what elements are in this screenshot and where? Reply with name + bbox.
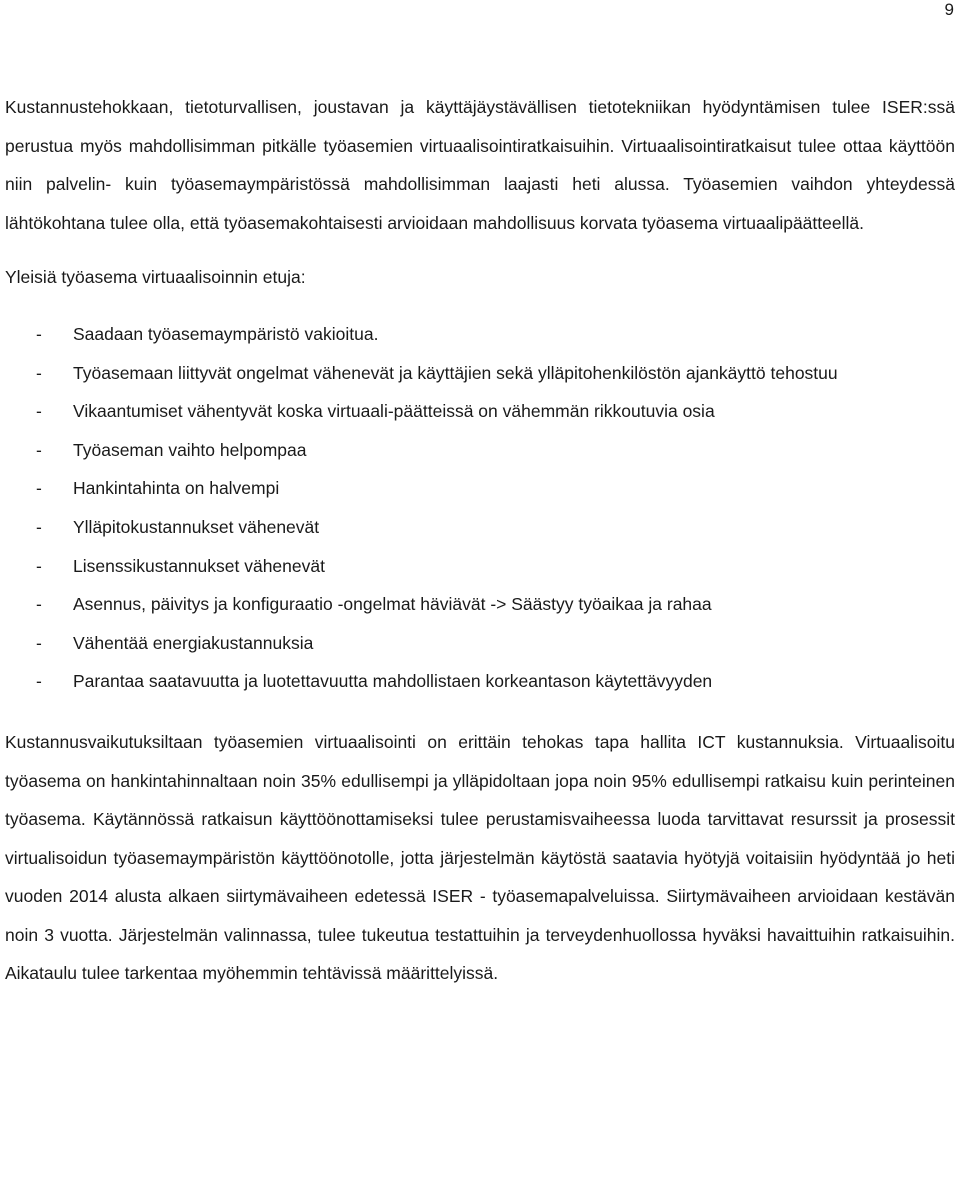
- list-item: [5, 585, 955, 624]
- bullet-dash: -: [36, 439, 42, 460]
- list-item: [5, 662, 955, 701]
- list-item-text: Ylläpitokustannukset vähenevät: [73, 516, 320, 537]
- list-item-text: Asennus, päivitys ja konfiguraatio -ongelmat häviävät -> Säästyy työaikaa ja rahaa: [73, 594, 712, 615]
- list-item: [5, 354, 955, 393]
- list-item-text: Työasemaan liittyvät ongelmat vähenevät ja käyttäjien sekä ylläpitohenkilöstön ajankäyttö tehostuu: [73, 362, 838, 383]
- benefits-heading: Yleisiä työasema virtuaalisoinnin etuja:: [5, 267, 306, 288]
- benefits-list: [5, 315, 955, 701]
- intro-paragraph: Kustannustehokkaan, tietoturvallisen, joustavan ja käyttäjäystävällisen tietotekniikan hyödyntämisen tulee ISER:ssä perustua myös mahdollisimman pitkälle työasemien virtuaalisointiratkaisuihin. Virtuaalisointiratkaisut tulee ottaa käyttöön niin palvelin- kuin työasemaympäristössä mahdollisimman laajasti heti alussa. Työasemien vaihdon yhteydessä lähtökohtana tulee olla, että työasemakohtaisesti arvioidaan mahdollisuus korvata työasema virtuaalipäätteellä.: [5, 97, 955, 233]
- page-number: 9: [944, 0, 954, 19]
- bullet-dash: -: [36, 401, 42, 422]
- document-body: [5, 88, 955, 993]
- bullet-dash: -: [36, 632, 42, 653]
- list-item: [5, 624, 955, 663]
- list-item: [5, 469, 955, 508]
- bullet-dash: -: [36, 594, 42, 615]
- bullet-dash: -: [36, 323, 42, 344]
- list-item-text: Vikaantumiset vähentyvät koska virtuaali-päätteissä on vähemmän rikkoutuvia osia: [73, 401, 715, 422]
- list-item-text: Hankintahinta on halvempi: [73, 478, 280, 499]
- list-item-text: Vähentää energiakustannuksia: [73, 632, 314, 653]
- bullet-dash: -: [36, 671, 42, 692]
- list-item-text: Työaseman vaihto helpompaa: [73, 439, 307, 460]
- list-item-text: Parantaa saatavuutta ja luotettavuutta mahdollistaen korkeantason käytettävyyden: [73, 671, 713, 692]
- bullet-dash: -: [36, 362, 42, 383]
- list-item: [5, 508, 955, 547]
- bullet-dash: -: [36, 478, 42, 499]
- bullet-dash: -: [36, 516, 42, 537]
- bullet-dash: -: [36, 555, 42, 576]
- list-item: [5, 547, 955, 586]
- list-item-text: Saadaan työasemaympäristö vakioitua.: [73, 323, 379, 344]
- list-item: [5, 315, 955, 354]
- list-item-text: Lisenssikustannukset vähenevät: [73, 555, 325, 576]
- list-item: [5, 431, 955, 470]
- conclusion-paragraph: Kustannusvaikutuksiltaan työasemien virtuaalisointi on erittäin tehokas tapa hallita ICT kustannuksia. Virtuaalisoitu työasema on hankintahinnaltaan noin 35% edullisempi ja ylläpidoltaan jopa noin 95% edullisempi ratkaisu kuin perinteinen työasema. Käytännössä ratkaisun käyttöönottamiseksi tulee perustamisvaiheessa luoda tarvittavat resurssit ja prosessit virtualisoidun työasemaympäristön käyttöönotolle, jotta järjestelmän käytöstä saatavia hyötyjä voitaisiin hyödyntää jo heti vuoden 2014 alusta alkaen siirtymävaiheen edetessä ISER - työasemapalveluissa. Siirtymävaiheen arvioidaan kestävän noin 3 vuotta. Järjestelmän valinnassa, tulee tukeutua testattuihin ja terveydenhuollossa hyväksi havaittuihin ratkaisuihin. Aikataulu tulee tarkentaa myöhemmin tehtävissä määrittelyissä.: [5, 731, 955, 984]
- list-item: [5, 392, 955, 431]
